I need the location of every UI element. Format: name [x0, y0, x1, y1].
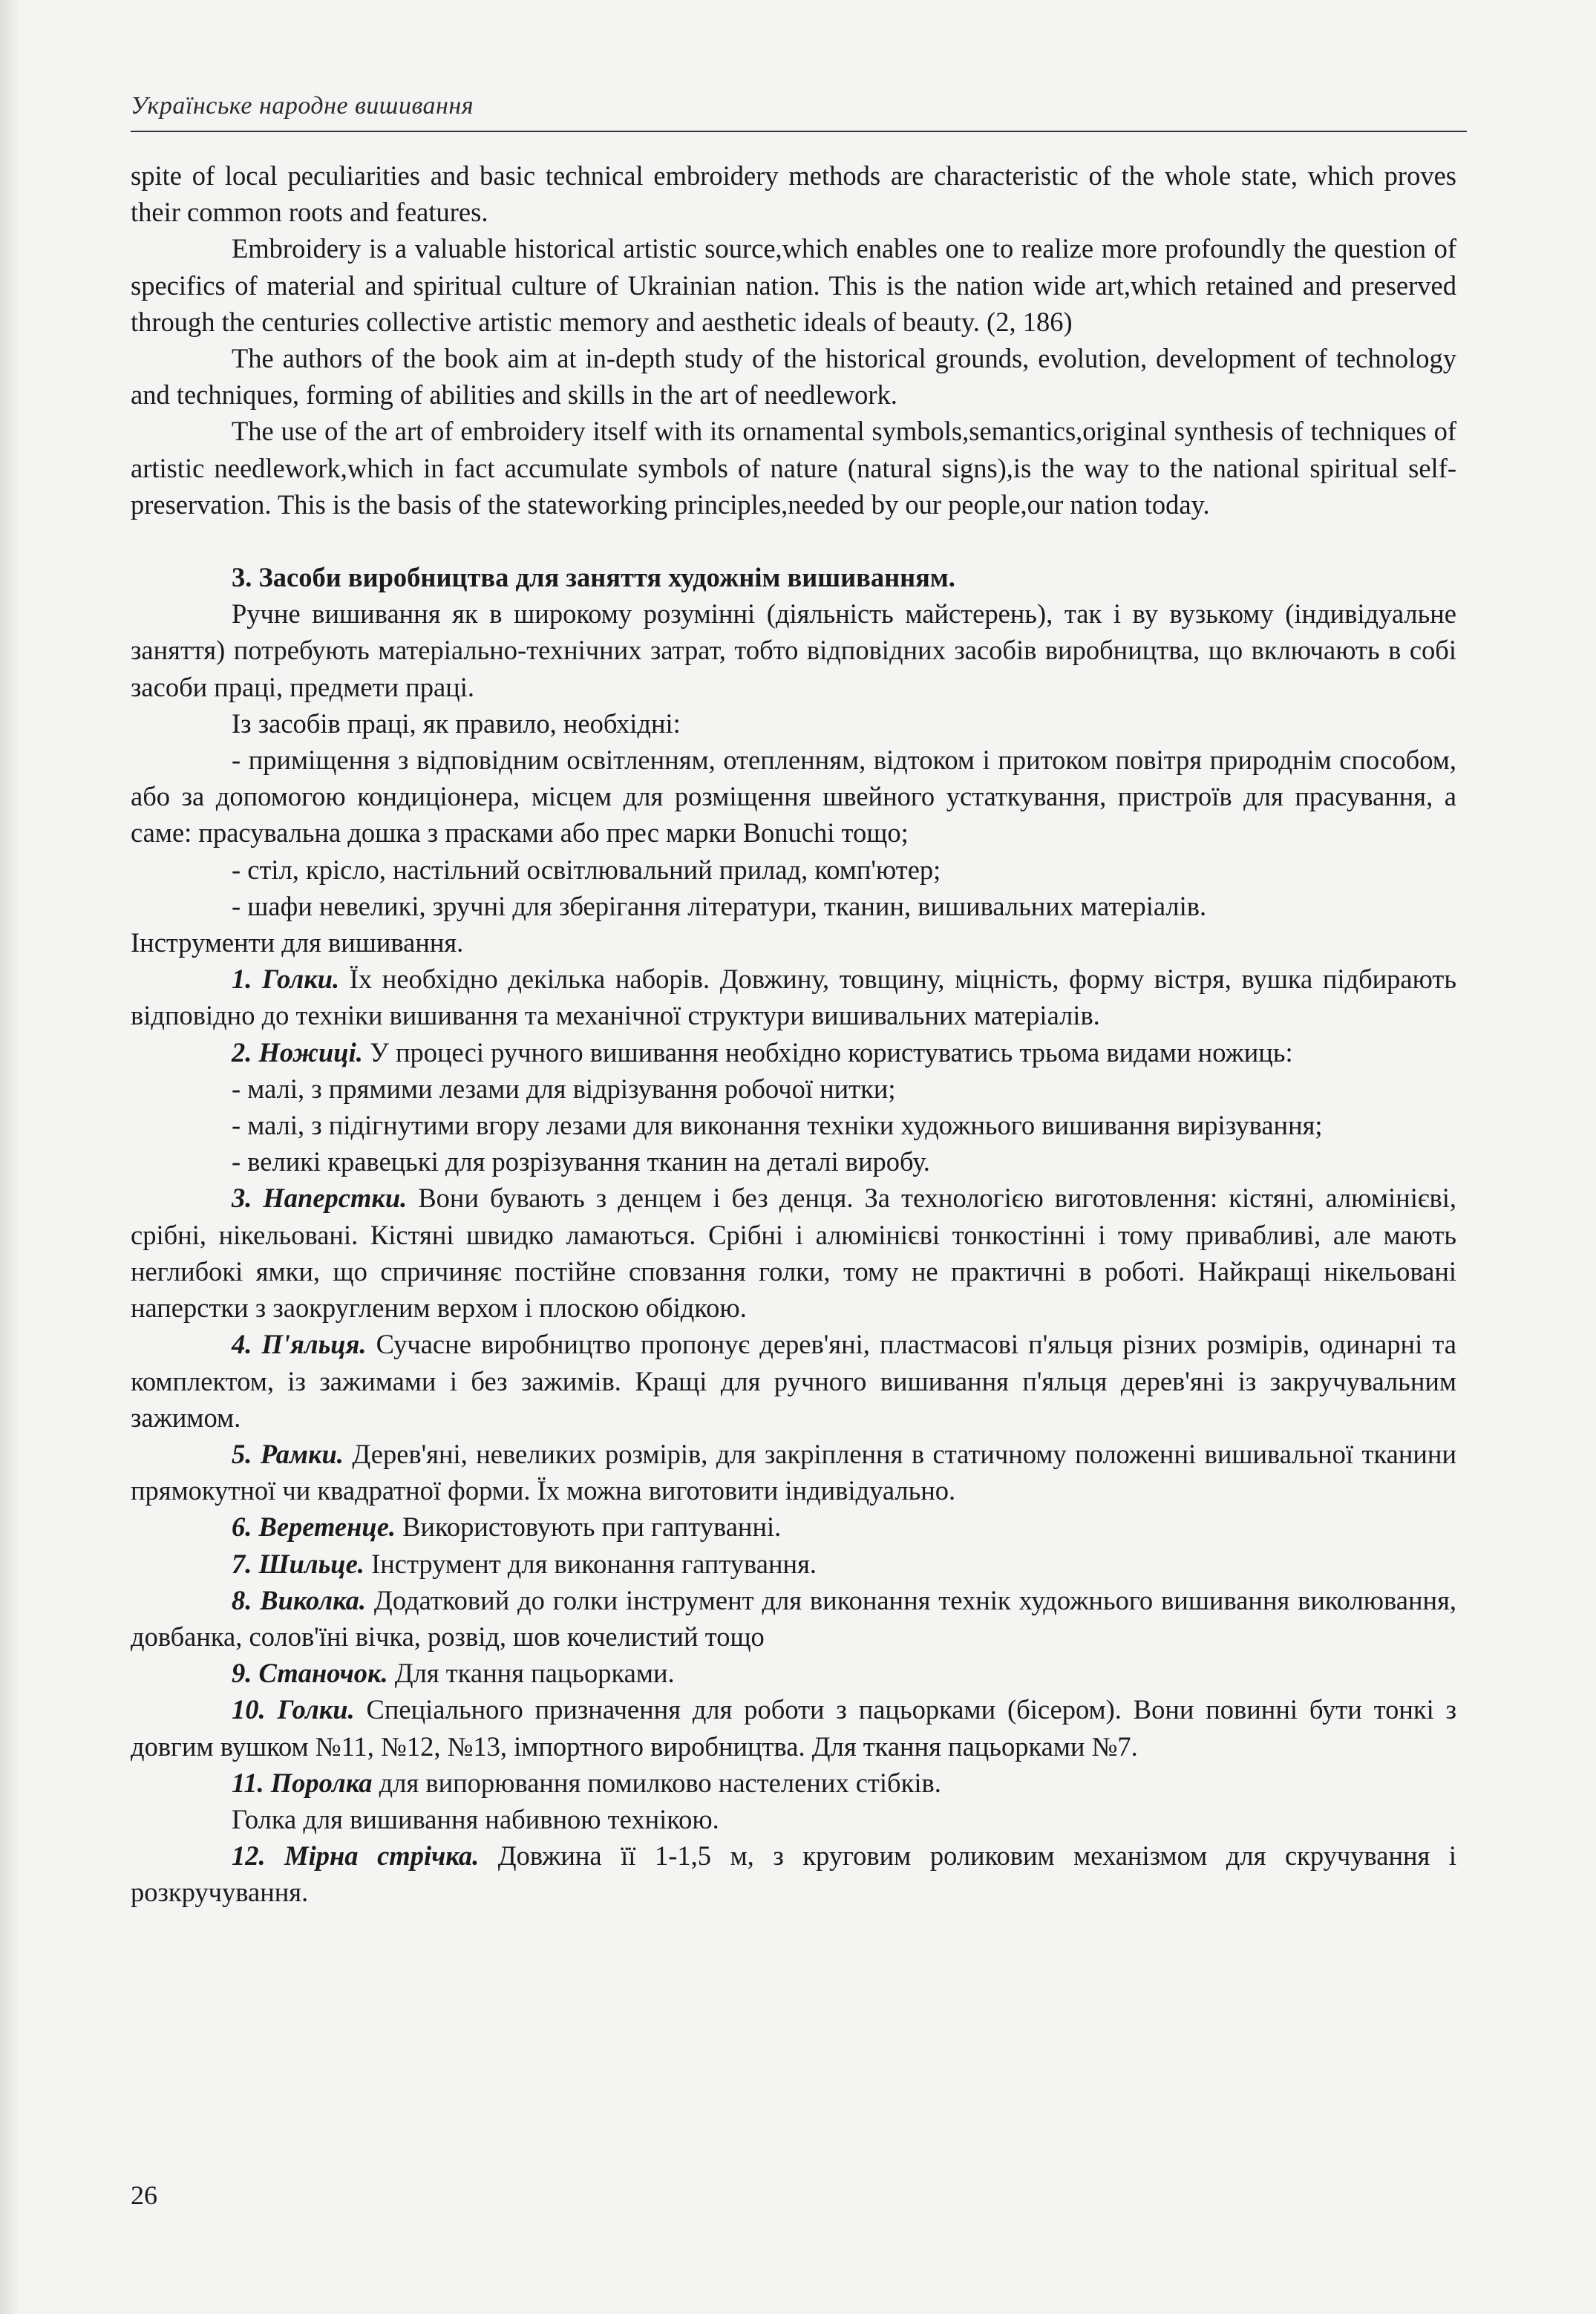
tool-term: 8. Виколка. [232, 1584, 367, 1615]
tool-text: Спеціального призначення для роботи з пацьорками (бісером). Вони повинні бути тонкі з довгим вушком №11, №12, №13, імпортного виробництва. Для ткання пацьорками №7. [131, 1694, 1457, 1762]
paragraph: Із засобів праці, як правило, необхідні: [232, 707, 681, 739]
tool-text: Дерев'яні, невеликих розмірів, для закріплення в статичному положенні вишивальної тканини прямокутної чи квадратної форми. Їх можна виготовити індивідуально. [131, 1438, 1456, 1506]
list-item: - малі, з підігнутими вгору лезами для виконання техніки художнього вишивання вирізування; [232, 1110, 1323, 1141]
header-rule [131, 131, 1467, 132]
tool-term: 4. П'яльця. [232, 1329, 367, 1360]
tool-item [131, 1034, 1456, 1071]
tool-item [131, 1180, 1456, 1326]
paragraph: The use of the art of embroidery itself with its ornamental symbols,semantics,original synthesis of techniques of artistic needlework,which in fact accumulate symbols of nature (natural signs),is the way to the national spiritual self-preservation. This is the basis of the stateworking principles,needed by our people,our nation today. [131, 416, 1456, 520]
paragraph: Ручне вишивання як в широкому розумінні (діяльність майстерень), так і ву вузькому (індивідуальне заняття) потребують матеріально-технічних затрат, тобто відповідних засобів виробництва, що включають в собі засоби праці, предмети праці. [131, 598, 1456, 702]
paragraph: The authors of the book aim at in-depth study of the historical grounds, evolution, development of technology and techniques, forming of abilities and skills in the art of needlework. [131, 343, 1456, 411]
list-item: - стіл, крісло, настільний освітлювальний прилад, комп'ютер; [232, 854, 941, 885]
tool-term: 9. Станочок. [232, 1658, 388, 1689]
tool-text: Довжина її 1-1,5 м, з круговим роликовим механізмом для скручування і розкручування. [131, 1840, 1457, 1908]
tool-item [131, 1655, 1456, 1691]
tool-item [131, 1326, 1456, 1436]
tool-term: 2. Ножиці. [232, 1036, 363, 1068]
tool-term: 6. Веретенце. [232, 1511, 396, 1543]
tool-text: Для ткання пацьорками. [387, 1658, 675, 1689]
list-item: - малі, з прямими лезами для відрізування робочої нитки; [232, 1073, 896, 1104]
tool-term: 5. Рамки. [232, 1438, 344, 1469]
tool-term: 11. Поролка [232, 1767, 373, 1798]
tool-item [131, 1691, 1456, 1764]
tool-text: Інструмент для виконання гаптування. [364, 1548, 817, 1579]
paragraph: spite of local peculiarities and basic technical embroidery methods are characteristic of the whole state, which proves their common roots and features. [131, 160, 1456, 228]
tool-term: 7. Шильце. [232, 1548, 364, 1579]
tool-item [131, 1436, 1456, 1509]
page-number: 26 [131, 2180, 157, 2210]
tool-item [131, 1582, 1456, 1655]
body-text [131, 157, 1456, 1911]
tool-item [131, 1765, 1456, 1801]
tool-item [131, 1837, 1456, 1910]
tool-text: Сучасне виробництво пропонує дерев'яні, пластмасові п'яльця різних розмірів, одинарні та комплектом, із зажимами і без зажимів. Кращі для ручного вишивання п'яльця дерев'яні із закручувальним зажимом. [131, 1329, 1456, 1433]
paragraph: Embroidery is a valuable historical artistic source,which enables one to realize more profoundly the question of specifics of material and spiritual culture of Ukrainian nation. This is the nation wide art,which retained and preserved through the centuries collective artistic memory and aesthetic ideals of beauty. (2, 186) [131, 233, 1456, 337]
tool-term: 3. Наперстки. [232, 1183, 408, 1214]
list-item: - приміщення з відповідним освітленням, отепленням, відтоком і притоком повітря природнім способом, або за допомогою кондиціонера, місцем для розміщення швейного устаткування, пристроїв для прасування, а саме: прасувальна дошка з прасками або прес марки Bonuchi тощо; [131, 745, 1456, 849]
tool-text: Вони бувають з денцем і без денця. За технологією виготовлення: кістяні, алюмінієві, срібні, нікельовані. Кістяні швидко ламаються. Срібні і алюмінієві тонкостінні і тому привабливі, але мають неглибокі ямки, що спричиняє постійне сповзання голки, тому не практичні в роботі. Найкращі нікельовані наперстки з заокругленим верхом і плоскою обідкою. [131, 1183, 1457, 1324]
tool-item [131, 1546, 1456, 1582]
tool-text: Додатковий до голки інструмент для виконання технік художнього вишивання виколювання, довбанка, солов'їні вічка, розвід, шов кочелистий тощо [131, 1584, 1456, 1652]
tool-term: 12. Мірна стрічка. [232, 1840, 480, 1872]
tool-item [131, 1509, 1456, 1545]
section-heading: 3. Засоби виробництва для заняття художнім вишиванням. [232, 562, 955, 593]
tool-text: Використовують при гаптуванні. [396, 1511, 782, 1543]
list-item: - шафи невеликі, зручні для зберігання літератури, тканин, вишивальних матеріалів. [232, 890, 1207, 921]
list-item: - великі кравецькі для розрізування тканин на деталі виробу. [232, 1146, 930, 1177]
tools-heading: Інструменти для вишивання. [131, 927, 464, 958]
tool-text: У процесі ручного вишивання необхідно користуватись трьома видами ножиць: [362, 1036, 1293, 1068]
tool-item [131, 961, 1456, 1033]
running-head: Українське народне вишивання [131, 92, 474, 120]
page-gutter-shadow [0, 0, 19, 2314]
tool-term: 1. Голки. [232, 964, 340, 995]
tool-text: Їх необхідно декілька наборів. Довжину, товщину, міцність, форму вістря, вушка підбирають відповідно до техніки вишивання та механічної структури вишивальних матеріалів. [131, 964, 1457, 1031]
paragraph: Голка для вишивання набивною технікою. [232, 1803, 719, 1834]
tool-text: для випорювання помилково настелених стібків. [372, 1767, 941, 1798]
tool-term: 10. Голки. [232, 1694, 355, 1725]
